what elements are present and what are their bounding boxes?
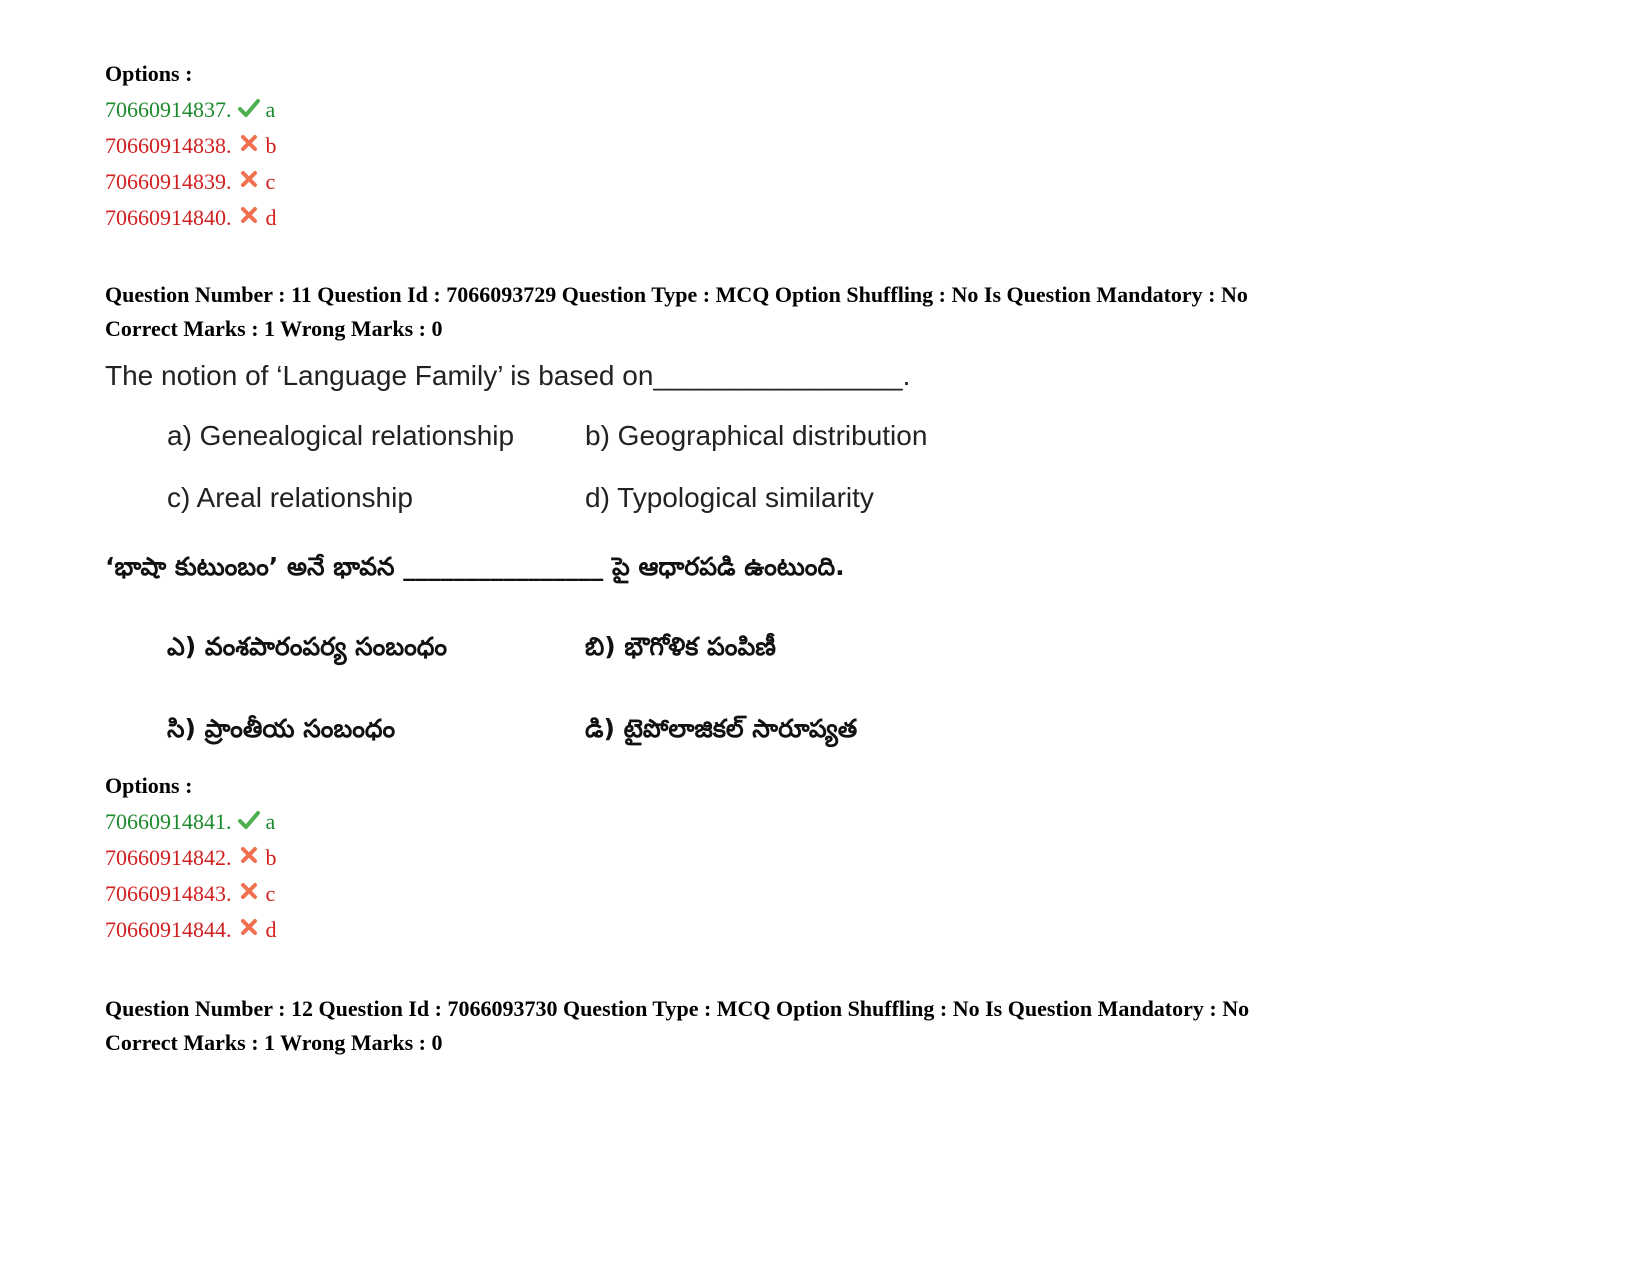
question-meta-line: Question Number : 12 Question Id : 7066093730 Question Type : MCQ Option Shuffling : No Is Question Mandatory : No bbox=[105, 996, 1250, 1021]
question-11-body bbox=[105, 360, 1005, 392]
question-12-header bbox=[105, 992, 1249, 1060]
options-block-1 bbox=[105, 56, 277, 236]
option-letter: d bbox=[265, 917, 277, 942]
english-choice-c: c) Areal relationship bbox=[167, 482, 413, 513]
telugu-choice-a: ఎ) వంశపారంపర్య సంబంధం bbox=[167, 632, 448, 661]
telugu-choices bbox=[167, 632, 987, 742]
option-id: 70660914842. bbox=[105, 845, 232, 870]
option-id: 70660914838. bbox=[105, 133, 232, 158]
telugu-question-stem-wrap bbox=[105, 552, 1105, 588]
option-row bbox=[105, 876, 277, 912]
english-choice-d: d) Typological similarity bbox=[585, 482, 874, 513]
cross-icon bbox=[238, 881, 260, 903]
options-block-2 bbox=[105, 768, 277, 948]
option-id: 70660914840. bbox=[105, 205, 232, 230]
options-label: Options : bbox=[105, 61, 193, 86]
option-row bbox=[105, 164, 277, 200]
option-id: 70660914841. bbox=[105, 809, 232, 834]
cross-icon bbox=[238, 169, 260, 191]
marks-line: Correct Marks : 1 Wrong Marks : 0 bbox=[105, 316, 443, 341]
cross-icon bbox=[238, 845, 260, 867]
cross-icon bbox=[238, 917, 260, 939]
cross-icon bbox=[238, 205, 260, 227]
option-row bbox=[105, 200, 277, 236]
option-row bbox=[105, 840, 277, 876]
option-letter: a bbox=[265, 809, 276, 834]
option-letter: b bbox=[265, 845, 277, 870]
cross-icon bbox=[238, 133, 260, 155]
option-letter: a bbox=[265, 97, 276, 122]
check-icon bbox=[238, 97, 260, 119]
option-letter: b bbox=[265, 133, 277, 158]
question-11-header bbox=[105, 278, 1248, 346]
english-choices bbox=[167, 420, 987, 530]
check-icon bbox=[238, 809, 260, 831]
telugu-choice-b: బి) భౌగోళిక పంపిణీ bbox=[585, 632, 776, 661]
option-letter: d bbox=[265, 205, 277, 230]
question-meta-line: Question Number : 11 Question Id : 7066093729 Question Type : MCQ Option Shuffling : No Is Question Mandatory : No bbox=[105, 282, 1248, 307]
option-row bbox=[105, 92, 277, 128]
telugu-choice-c: సి) ప్రాంతీయ సంబంధం bbox=[167, 714, 396, 743]
english-question-stem: The notion of ‘Language Family’ is based on________________. bbox=[105, 360, 911, 391]
option-id: 70660914839. bbox=[105, 169, 232, 194]
telugu-choice-d: డి) టైపోలాజికల్ సారూప్యత bbox=[585, 714, 858, 743]
telugu-question-stem: ‘భాషా కుటుంబం’ అనే భావన ________________ పై ఆధారపడి ఉంటుంది. bbox=[105, 552, 845, 581]
option-id: 70660914844. bbox=[105, 917, 232, 942]
options-label: Options : bbox=[105, 773, 193, 798]
option-letter: c bbox=[265, 881, 276, 906]
option-row bbox=[105, 128, 277, 164]
english-choice-b: b) Geographical distribution bbox=[585, 420, 928, 451]
option-letter: c bbox=[265, 169, 276, 194]
english-choice-a: a) Genealogical relationship bbox=[167, 420, 515, 451]
marks-line: Correct Marks : 1 Wrong Marks : 0 bbox=[105, 1030, 443, 1055]
option-row bbox=[105, 912, 277, 948]
option-id: 70660914837. bbox=[105, 97, 232, 122]
option-id: 70660914843. bbox=[105, 881, 232, 906]
option-row bbox=[105, 804, 277, 840]
